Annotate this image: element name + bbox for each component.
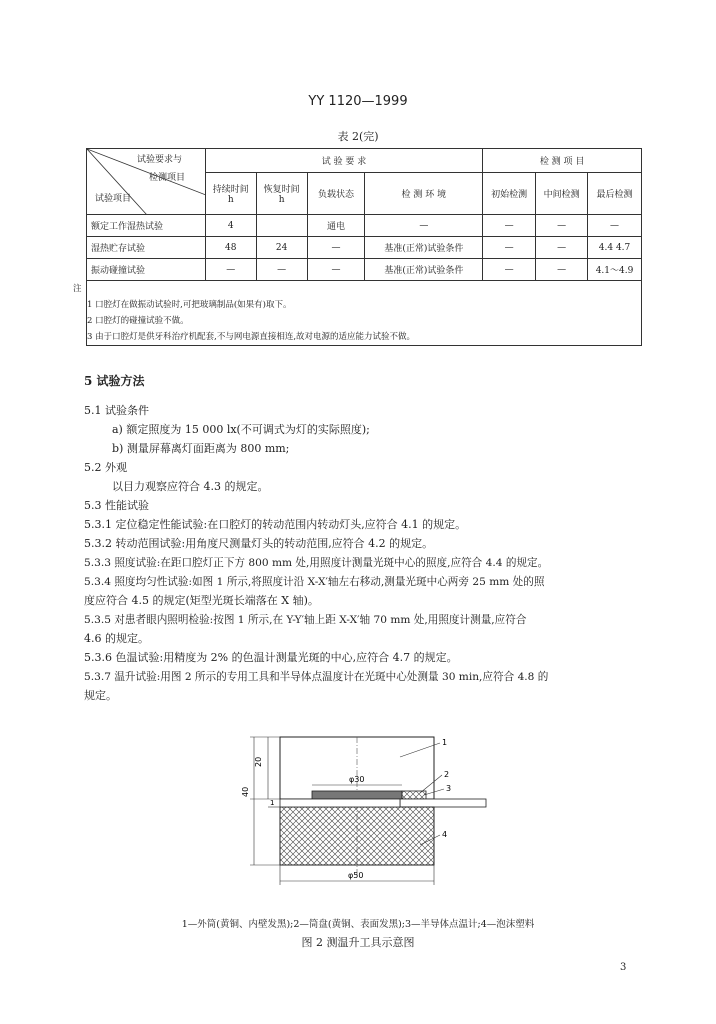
section-5-3: 5.3 性能试验 — [84, 499, 149, 512]
dim-phi30: φ30 — [349, 775, 365, 784]
col-duration: 持续时间 h — [205, 173, 256, 215]
label-1: 1 — [442, 738, 448, 747]
label-2: 2 — [444, 770, 450, 779]
note-item: 1 口腔灯在做振动试验时,可把玻璃制品(如果有)取下。 — [87, 300, 292, 310]
section-5-3-5: 5.3.5 对患者眼内照明检验:按图 1 所示,在 Y-Y′轴上距 X-X′轴 70 mm 处,用照度计测量,应符合 — [84, 614, 527, 626]
foam-body — [280, 807, 434, 865]
figure-2-drawing — [230, 725, 510, 905]
section-5-1-a: a) 额定照度为 15 000 lx(不可调式为灯的实际照度); — [112, 423, 370, 436]
section-5-1: 5.1 试验条件 — [84, 404, 149, 417]
note-title: 注 — [73, 284, 82, 294]
section-5-3-3: 5.3.3 照度试验:在距口腔灯正下方 800 mm 处,用照度计测量光斑中心的照度,应符合 4.4 的规定。 — [84, 557, 549, 569]
diag-top-label: 试验要求与 — [137, 155, 183, 165]
table-caption: 表 2(完) — [337, 130, 379, 143]
section-5-2: 5.2 外观 — [84, 461, 127, 474]
section-5-3-7-cont: 规定。 — [84, 689, 117, 702]
group-test-requirements: 试 验 要 求 — [205, 149, 482, 173]
thermometer-probe — [400, 799, 486, 807]
col-middle: 中间检测 — [536, 173, 588, 215]
figure-title: 图 2 测温升工具示意图 — [301, 936, 415, 949]
section-5-3-2: 5.3.2 转动范围试验:用角度尺测量灯头的转动范围,应符合 4.2 的规定。 — [84, 537, 434, 550]
dim-phi50: φ50 — [348, 871, 364, 880]
figure-legend: 1—外筒(黄铜、内壁发黑);2—筒盘(黄铜、表面发黑);3—半导体点温计;4—泡沫塑料 — [181, 919, 535, 930]
standard-number: YY 1120—1999 — [308, 94, 408, 109]
section-5-3-5-cont: 4.6 的规定。 — [84, 632, 149, 645]
label-3: 3 — [446, 784, 452, 793]
section-5-heading: 5 试验方法 — [84, 374, 145, 388]
dim-40: 40 — [241, 786, 250, 797]
cup-plate — [312, 791, 402, 799]
table-row: 额定工作湿热试验 4 通电 — — — — — [87, 215, 642, 237]
section-5-2-text: 以目力观察应符合 4.3 的规定。 — [112, 480, 269, 493]
table-row: 振动碰撞试验 — — — 基准(正常)试验条件 — — 4.1～4.9 — [87, 259, 642, 281]
note-item: 3 由于口腔灯是供牙科治疗机配套,不与网电源直接相连,故对电源的适应能力试验不做。 — [87, 332, 416, 342]
section-5-3-1: 5.3.1 定位稳定性能试验:在口腔灯的转动范围内转动灯头,应符合 4.1 的规定。 — [84, 518, 467, 531]
col-environment: 检 测 环 境 — [365, 173, 483, 215]
section-5-3-7: 5.3.7 温升试验:用图 2 所示的专用工具和半导体点温度计在光斑中心处测量 30 min,应符合 4.8 的 — [84, 671, 549, 683]
section-5-3-4-cont: 度应符合 4.5 的规定(矩型光斑长端落在 X 轴)。 — [84, 594, 319, 607]
table-notes — [73, 281, 642, 346]
page-number: 3 — [620, 962, 627, 973]
diag-mid-label: 检测项目 — [149, 173, 186, 183]
group-check-items: 检 测 项 目 — [483, 149, 642, 173]
sensor-block — [402, 791, 426, 799]
diagonal-header-cell — [87, 149, 206, 215]
dim-20: 20 — [254, 756, 263, 767]
dim-1: 1 — [270, 799, 275, 807]
test-table — [73, 148, 642, 346]
label-4: 4 — [442, 830, 448, 839]
col-final: 最后检测 — [588, 173, 642, 215]
table-row: 湿热贮存试验 48 24 — 基准(正常)试验条件 — — 4.4 4.7 — [87, 237, 642, 259]
section-5-3-4: 5.3.4 照度均匀性试验:如图 1 所示,将照度计沿 X-X′轴左右移动,测量光斑中心两旁 25 mm 处的照 — [84, 576, 545, 588]
section-5-1-b: b) 测量屏幕离灯面距离为 800 mm; — [112, 442, 290, 455]
col-initial: 初始检测 — [483, 173, 536, 215]
col-load: 负载状态 — [307, 173, 365, 215]
section-5-3-6: 5.3.6 色温试验:用精度为 2% 的色温计测量光斑的中心,应符合 4.7 的规定。 — [84, 651, 458, 664]
diag-bottom-label: 试验项目 — [95, 194, 132, 204]
col-recovery: 恢复时间 h — [256, 173, 307, 215]
note-item: 2 口腔灯的碰撞试验不做。 — [87, 316, 189, 326]
plate-gap — [280, 799, 400, 807]
